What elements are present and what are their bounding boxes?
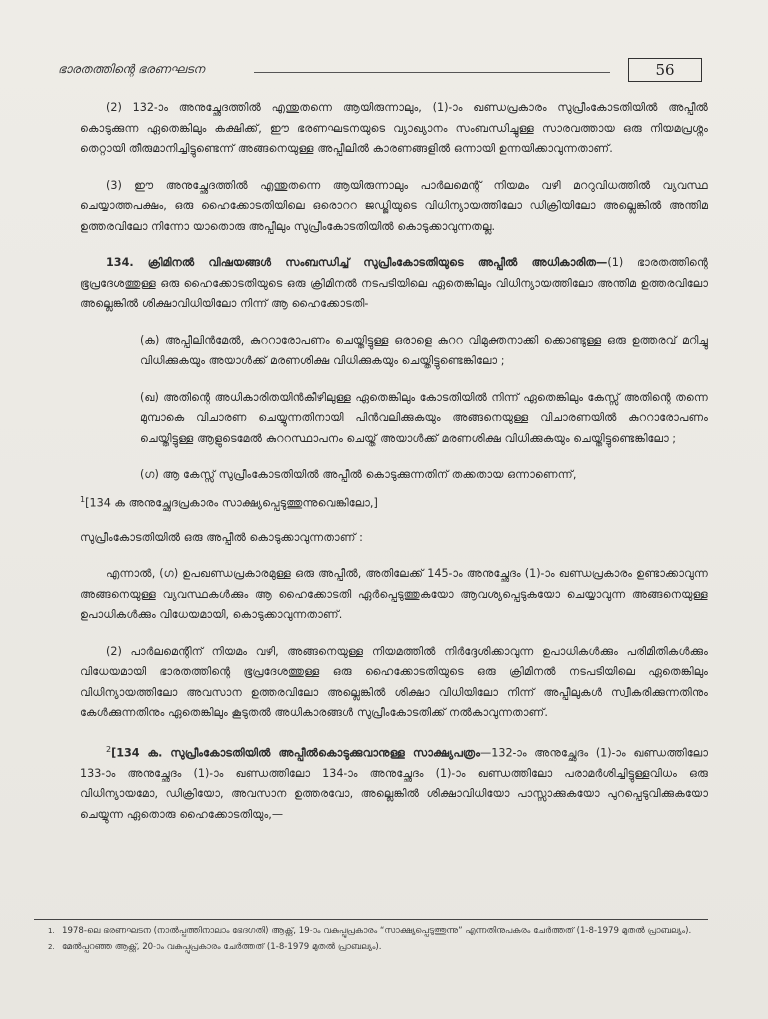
clause-c: (ഗ) ആ കേസ്സ് സുപ്രീംകോടതിയിൽ അപ്പീൽ കൊടുക്കുന്നതിന് തക്കതായ ഒന്നാണെന്ന്, [140,468,577,481]
footnote-2-text: മേൽപ്പറഞ്ഞ ആക്റ്റ്, 20-ാം വകുപ്പുപ്രകാരം ചേർത്തത് (1-8-1979 മുതൽ പ്രാബല്യം). [62,942,382,952]
clause-a: (ക) അപ്പീലിൻമേൽ, കുററാരോപണം ചെയ്തിട്ടുള്ള ഒരാളെ കുററ വിമുക്തനാക്കി ക്കൊണ്ടുള്ള ഒരു ഉത്തരവ് മറിച്ചു വിധിക്കുകയും അയാൾക്ക് മരണശിക്ഷ വിധിക്കുകയും ചെയ്തിട്ടുണ്ടെങ്കിലോ ; [140,333,708,367]
section-134a-heading: [134 ക. സുപ്രീംകോടതിയിൽ അപ്പീൽകൊടുക്കുവാനുള്ള സാക്ഷ്യപത്രം [111,746,481,760]
insert-134a [80,490,708,514]
footnote-rule [34,919,708,920]
section-134-heading: 134. ക്രിമിനൽ വിഷയങ്ങൾ സംബന്ധിച്ച് സുപ്രീംകോടതിയുടെ അപ്പീൽ അധികാരിത— [106,256,608,269]
section-134a-text: —132-ാം അനുച്ഛേദം (1)-ാം ഖണ്ഡത്തിലോ 133-ാം അനുച്ഛേദം (1)-ാം ഖണ്ഡത്തിലോ 134-ാം അനുച്ഛേദം (1)-ാം ഖണ്ഡത്തിലോ പരാമർശിച്ചിട്ടുള്ളവിധം ഒരു വിധിന്യായമോ, ഡിക്രിയോ, അവസാന ഉത്തരവോ, അല്ലെങ്കിൽ ശിക്ഷാവിധിയോ പാസ്സാക്കുകയോ പുറപ്പെടുവിക്കുകയോ ചെയ്യുന്ന ഏതൊരു ഹൈക്കോടതിയും,— [80,746,708,821]
page-header [58,58,706,84]
paragraph-133-3: (3) ഈ അനുച്ഛേദത്തിൽ എന്തുതന്നെ ആയിരുന്നാലും പാർലമെന്റ് നിയമം വഴി മററുവിധത്തിൽ വ്യവസ്ഥ ചെയ്യാത്തപക്ഷം, ഒരു ഹൈക്കോടതിയിലെ ഒരൊററ ജഡ്ജിയുടെ വിധിന്യായത്തിലോ ഡിക്രിയിലോ അല്ലെങ്കിൽ അന്തിമ ഉത്തരവിലോ നിന്നോ യാതൊരു അപ്പീലും സുപ്രീംകോടതിയിൽ കൊടുക്കാവുന്നതല്ല. [80,178,708,233]
footnote-ref-1: 1 [80,494,86,504]
insert-134a-text: [134 ക അനുച്ഛേദപ്രകാരം സാക്ഷ്യപ്പെടുത്തുന്നുവെങ്കിലോ,] [85,496,378,510]
footnote-ref-2: 2 [106,744,112,754]
section-134-text: (1) ഭാരതത്തിന്റെ ഭൂപ്രദേശത്തുള്ള ഒരു ഹൈക്കോടതിയുടെ ഒരു ക്രിമിനൽ നടപടിയിലെ ഏതെങ്കിലും വിധിന്യായത്തിലോ അന്തിമ ഉത്തരവിലോ അല്ലെങ്കിൽ ശിക്ഷാവിധിയിലോ നിന്ന് ആ ഹൈക്കോടതി- [80,256,708,310]
header-rule [254,72,610,73]
clause-b: (ഖ) അതിന്റെ അധികാരിതയിൻകീഴിലുള്ള ഏതെങ്കിലും കോടതിയിൽ നിന്ന് ഏതെങ്കിലും കേസ്സ് അതിന്റെ തന്നെ മുമ്പാകെ വിചാരണ ചെയ്യുന്നതിനായി പിൻവലിക്കുകയും അങ്ങനെയുള്ള വിചാരണയിൽ കുററാരോപണം ചെയ്തിട്ടുള്ള ആളുടെമേൽ കുററസ്ഥാപനം ചെയ്ത് അയാൾക്ക് മരണശിക്ഷ വിധിക്കുകയും ചെയ്തിട്ടുണ്ടെങ്കിലോ ; [140,390,708,445]
footnote-1 [34,924,708,938]
paragraph-133-2: (2) 132-ാം അനുച്ഛേദത്തിൽ എന്തുതന്നെ ആയിരുന്നാലും, (1)-ാം ഖണ്ഡപ്രകാരം സുപ്രീംകോടതിയിൽ അപ്പീൽ കൊടുക്കുന്ന ഏതെങ്കിലും കക്ഷിക്ക്, ഈ ഭരണഘടനയുടെ വ്യാഖ്യാനം സംബന്ധിച്ചുള്ള സാരവത്തായ ഒരു നിയമപ്രശ്നം തെറ്റായി തീരുമാനിച്ചിട്ടുണ്ടെന്ന് അങ്ങനെയുള്ള അപ്പീലിൽ കാരണങ്ങളിൽ ഒന്നായി ഉന്നയിക്കാവുന്നതാണ്. [80,101,708,155]
section-134 [80,253,708,315]
running-title: ഭാരതത്തിന്റെ ഭരണഘടന [58,62,205,76]
clause-tail: സുപ്രീംകോടതിയിൽ ഒരു അപ്പീൽ കൊടുക്കാവുന്നതാണ് : [80,530,363,544]
page-number: 56 [628,58,702,82]
body-text [80,98,708,841]
paragraph-134-2: (2) പാർലമെന്റിന് നിയമം വഴി, അങ്ങനെയുള്ള നിയമത്തിൽ നിർദ്ദേശിക്കാവുന്ന ഉപാധികൾക്കും പരിമിതികൾക്കും വിധേയമായി ഭാരതത്തിന്റെ ഭൂപ്രദേശത്തുള്ള ഒരു ഹൈക്കോടതിയുടെ ഒരു ക്രിമിനൽ നടപടിയിലെ ഏതെങ്കിലും വിധിന്യായത്തിലോ അവസാന ഉത്തരവിലോ അല്ലെങ്കിൽ ശിക്ഷാ വിധിയിലോ നിന്ന് അപ്പീലുകൾ സ്വീകരിക്കുന്നതിനും കേൾക്കുന്നതിനും ഏതെങ്കിലും കൂടുതൽ അധികാരങ്ങൾ സുപ്രീംകോടതിക്ക് നൽകാവുന്നതാണ്. [80,644,708,720]
footnote-2-mark: 2. [48,943,55,951]
section-134a [80,740,708,826]
footnote-1-text: 1978-ലെ ഭരണഘടന (നാൽപ്പത്തിനാലാം ഭേദഗതി) ആക്റ്റ്, 19-ാം വകുപ്പുപ്രകാരം “സാക്ഷ്യപ്പെടുത്തുന്നു” എന്നതിനുപകരം ചേർത്തത് (1-8-1979 മുതൽ പ്രാബല്യം). [62,926,692,936]
footnote-2 [34,940,708,954]
footnotes [34,924,708,956]
proviso: എന്നാൽ, (ഗ) ഉപഖണ്ഡപ്രകാരമുള്ള ഒരു അപ്പീൽ, അതിലേക്ക് 145-ാം അനുച്ഛേദം (1)-ാം ഖണ്ഡപ്രകാരം ഉണ്ടാക്കാവുന്ന അങ്ങനെയുള്ള വ്യവസ്ഥകൾക്കും ആ ഹൈക്കോടതി ഏർപ്പെടുത്തുകയോ ആവശ്യപ്പെടുകയോ ചെയ്യാവുന്ന അങ്ങനെയുള്ള ഉപാധികൾക്കും വിധേയമായി, കൊടുക്കാവുന്നതാണ്. [80,567,708,622]
footnote-1-mark: 1. [48,927,55,935]
